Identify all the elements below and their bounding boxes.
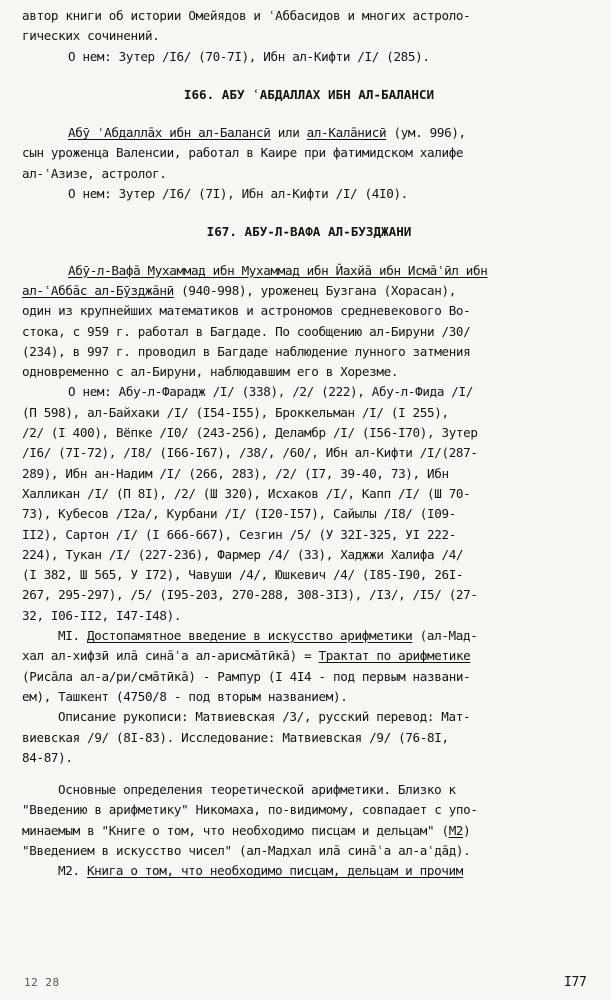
text-line: одновременно с ал-Бируни, наблюдавшим его в Хорезме.	[22, 364, 399, 380]
text-fragment: (ум. 996),	[393, 125, 466, 141]
text-line: II2), Сартон /I/ (I 666-667), Сезгин /5/ (У 32I-325, УI 222-	[22, 526, 456, 542]
text-fragment: )	[463, 822, 471, 838]
text-line: О нем: Зутер /I6/ (7I), Ибн ал-Кифти /I/ (4I0).	[68, 186, 408, 202]
text-line	[22, 261, 596, 281]
text-line: (П 598), ал-Байхаки /I/ (I54-I55), Броккельман /I/ (I 255),	[22, 404, 449, 420]
underlined-name: ал-Калāнисӣ	[306, 125, 387, 141]
work-title: Книга о том, что необходимо писцам, дельцам и прочим	[86, 863, 464, 879]
text-line: (Рисāла ал-а/ри/смāтӣкā) - Рампур (I 4I4 - под первым названи-	[22, 668, 471, 684]
work-title: Достопамятное введение в искусство арифметики	[86, 628, 413, 644]
text-fragment: хал ал-хифзӣ илā синāʿа ал-арисмāтӣкā) =	[22, 648, 312, 664]
text-line	[22, 821, 596, 841]
sheet-mark: 12 28	[24, 976, 60, 989]
text-line: стока, с 959 г. работал в Багдаде. По сообщению ал-Бируни /30/	[22, 323, 471, 339]
text-line: автор книги об истории Омейядов и ʿАббасидов и многих астроло-	[22, 8, 471, 23]
text-line: /2/ (I 400), Вёпке /I0/ (243-256), Деламбр /I/ (I56-I70), Зутер	[22, 425, 478, 441]
text-line: Основные определения теоретической арифметики. Близко к	[58, 782, 456, 798]
text-line	[22, 281, 596, 301]
text-line: виевская /9/ (8I-83). Исследование: Матвиевская /9/ (76-8I,	[22, 729, 449, 745]
text-line: 84-87).	[22, 749, 73, 765]
text-fragment: (ал-Мад-	[419, 628, 478, 644]
text-line: /I6/ (7I-72), /I8/ (I66-I67), /38/, /60/, Ибн ал-Кифти /I/(287-	[22, 445, 478, 461]
page-number: I77	[564, 975, 587, 990]
text-line: 224), Тукан /I/ (227-236), Фармер /4/ (33), Хаджжи Халифа /4/	[22, 546, 464, 562]
work-number: М2.	[58, 863, 80, 879]
section-heading-166: I66. АБУ ʿАБДАЛЛАХ ИБН АЛ-БАЛАНСИ	[183, 86, 435, 102]
text-line: (234), в 997 г. проводил в Багдаде наблюдение лунного затмения	[22, 343, 471, 359]
text-line: 289), Ибн ан-Надим /I/ (266, 283), /2/ (I7, 39-40, 73), Ибн	[22, 465, 449, 481]
work-title: Трактат по арифметике	[318, 648, 471, 664]
text-line	[22, 626, 596, 646]
underlined-name: Абӯ ʿАбдаллāх ибн ал-Балансӣ	[68, 125, 271, 141]
text-line: Халликан /I/ (П 8I), /2/ (Ш 320), Исхаков /I/, Капп /I/ (Ш 70-	[22, 485, 471, 501]
text-line: "Введению в арифметику" Никомаха, по-видимому, совпадает с упо-	[22, 802, 478, 818]
text-line: 73), Кубесов /I2а/, Курбани /I/ (I20-I57), Сайылы /I8/ (I09-	[22, 506, 456, 522]
text-fragment: или	[277, 125, 300, 141]
text-line: 267, 295-297), /5/ (I95-203, 270-288, 308-3I3), /I3/, /I5/ (27-	[22, 587, 478, 603]
text-fragment: (940-998), уроженец Бузгана (Хорасан),	[181, 282, 456, 298]
text-line: О нем: Зутер /I6/ (70-7I), Ибн ал-Кифти /I/ (285).	[68, 48, 430, 64]
text-line: ал-ʿАзизе, астролог.	[22, 165, 167, 181]
text-line: гических сочинений.	[22, 28, 160, 44]
underlined-name: Абӯ-л-Вафā Мухаммад ибн Мухаммад ибн Йахйā ибн Исмāʿӣл ибн	[68, 262, 488, 278]
text-line: (I 382, Ш 565, У I72), Чавуши /4/, Юшкевич /4/ (I85-I90, 26I-	[22, 567, 464, 583]
text-line	[22, 861, 596, 881]
work-number: МI.	[58, 628, 80, 644]
text-line	[22, 646, 596, 666]
text-line: ем), Ташкент (4750/8 - под вторым названием).	[22, 688, 348, 704]
text-fragment: минаемым в "Книге о том, что необходимо писцам и дельцам" (	[22, 822, 449, 838]
text-line: сын уроженца Валенсии, работал в Каире при фатимидском халифе	[22, 145, 464, 161]
text-line	[22, 123, 596, 143]
document-page	[22, 6, 596, 882]
text-line: О нем: Абу-л-Фарадж /I/ (338), /2/ (222), Абу-л-Фида /I/	[68, 384, 473, 400]
text-line: "Введением в искусство чисел" (ал-Мадхал илā синāʿа ал-аʿдāд).	[22, 842, 471, 858]
text-line: Описание рукописи: Матвиевская /3/, русский перевод: Мат-	[58, 709, 471, 725]
section-heading-167: I67. АБУ-Л-ВАФА АЛ-БУЗДЖАНИ	[206, 224, 412, 240]
text-line: 32, I06-II2, I47-I48).	[22, 607, 182, 623]
text-line: один из крупнейших математиков и астрономов средневекового Во-	[22, 303, 471, 319]
underlined-name: ал-ʿАббāс ал-Бӯзджāнӣ	[22, 282, 174, 298]
work-reference: М2	[448, 822, 464, 838]
